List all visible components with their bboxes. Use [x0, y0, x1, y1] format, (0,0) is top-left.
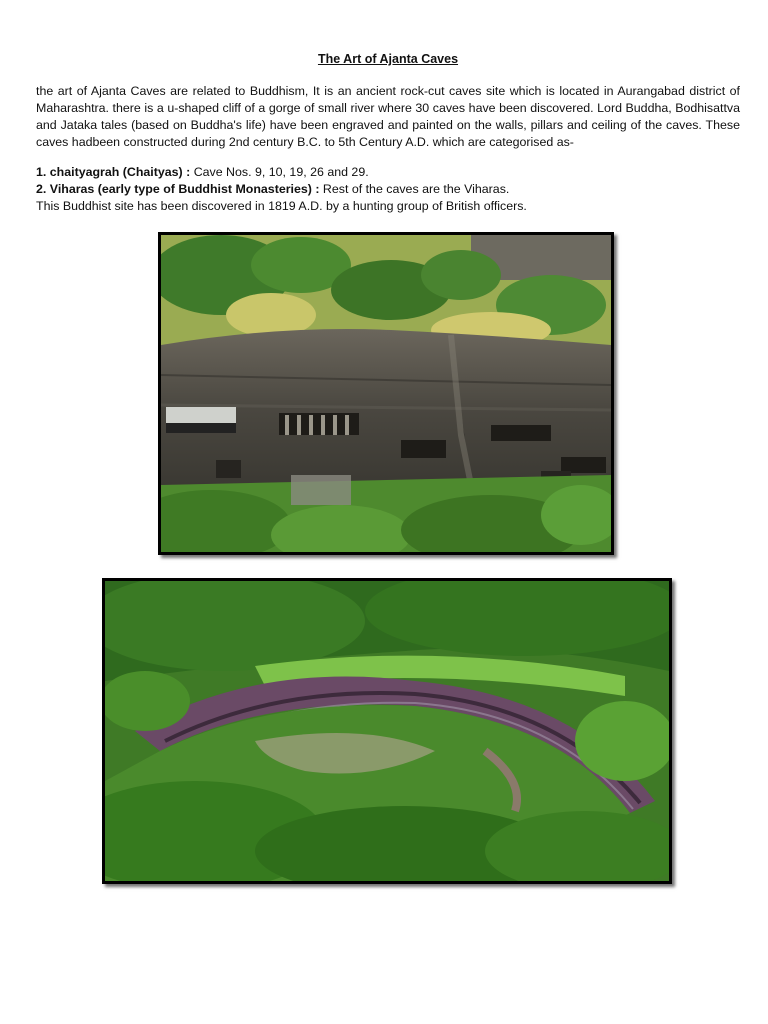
list-item-label: 1. chaityagrah (Chaityas) : [36, 165, 191, 179]
list-item [36, 181, 740, 198]
list-item-text: Rest of the caves are the Viharas. [319, 182, 510, 196]
intro-paragraph: the art of Ajanta Caves are related to Buddhism, It is an ancient rock-cut caves site which is located in Aurangabad district of Maharashtra. there is a u-shaped cliff of a gorge of small river where 30 caves have been discovered. Lord Buddha, Bodhisattva and Jataka tales (based on Buddha's life) have been engraved and painted on the walls, pillars and ceiling of the caves. These caves hadbeen constructed during 2nd century B.C. to 5th Century A.D. which are categorised as- [36, 84, 740, 149]
list-item [36, 164, 740, 181]
list-item-label: 2. Viharas (early type of Buddhist Monasteries) : [36, 182, 320, 196]
ajanta-horseshoe-gorge-photo [102, 578, 672, 884]
closing-sentence: This Buddhist site has been discovered in 1819 A.D. by a hunting group of British officers. [36, 199, 527, 213]
document-title: The Art of Ajanta Caves [317, 52, 459, 66]
list-item-text: Cave Nos. 9, 10, 19, 26 and 29. [190, 165, 369, 179]
ajanta-cliff-closeup-photo [158, 232, 614, 555]
cave-categories-list [36, 164, 740, 215]
